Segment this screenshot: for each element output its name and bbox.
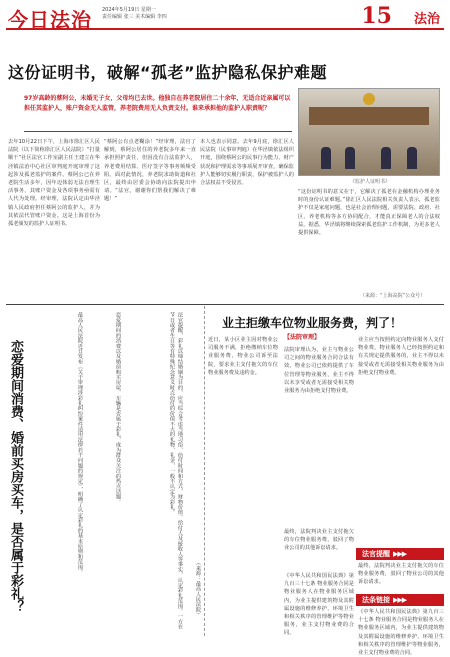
vertical-column: 法官提醒，彩礼以缔结婚姻为目的，应当综合考虑当地习俗、给付时间和方式、财物价值、给付人及接收人等事实，认定彩礼范围。一方在节日或者生日等有特殊纪念意义时点给付的价值不大的礼物、礼金，一般不认定为彩礼。: [169, 312, 183, 630]
article-subhead: 业主拒缴车位物业服务费，判了！: [221, 316, 402, 330]
law-link-banner: [356, 594, 444, 606]
person-figure: [407, 147, 417, 169]
article-column: “蔡阿公有点老糊涂！”经审理，法官了解到，蔡阿公居住的养老院多年来一直承担照护责任，但因没有合法监护人，养老费用结算、医疗签字等事务频频受阻。面对此情况，养老院求助街道和社区，最终由居委会协助向法院提出申请。“法官，谢谢你们帮我们解决了难题！”: [104, 139, 196, 203]
section-label: 法治: [413, 12, 440, 27]
article-column: 近日，某小区业主因对物业公司服务不满，拒绝缴纳车位物业服务费，物业公司诉至法院，要求业主支付拖欠的车位物业服务费及违约金。: [208, 337, 278, 376]
court-emblem-icon: [363, 93, 375, 105]
article-column: 去年10月22日下午，上海市徐汇区人民法院（以下简称徐汇区人民法院）“打量顺干”社区法官工作室副主任王建立在华泾镇法治中心社区审判庭开庭审理了这起涉及孤老监护的案件。蔡阿公已在养老院生活多年，因年迈体弱无法自理生活事务，其账户资金及各项事务亟需有人代为处理。经审理，法院认定由华泾镇人民政府担任蔡阿公的监护人，并为其依法代管账户资金。这是上海首份为孤老颁发的监护人证明书。: [8, 139, 100, 228]
judge-bench: [309, 107, 429, 125]
article-column: 业主应当按照约定向物业服务人支付物业费。物业服务人已经按照约定和有关规定提供服务的，业主不得以未接受或者无需接受相关物业服务为由拒绝支付物业费。: [358, 337, 444, 376]
vertical-source: （来源：最高人民法院）: [195, 560, 201, 618]
legal-citation: 《中华人民共和国民法典》第九百三十七条 物业服务合同是物业服务人在物业服务区域内，为业主提供建筑物及其附属设施的维修养护、环境卫生和相关秩序的管理维护等物业服务，业主支付物业费的合同。: [284, 573, 354, 637]
article-source: （来源：“上海高院”公众号）: [360, 293, 426, 299]
page-number: 15: [361, 3, 392, 29]
article-column: 本人也表示同意。去年9月底，徐汇区人民法院（民事审判庭）在华泾镇依法组织开庭，围绕蔡阿公的民事行为能力、财产状况和护理需求等事项展开审查，确保监护人能够切实履行职责，保护被监护人的合法权益不受侵害。: [200, 139, 294, 187]
vertical-column: 恋爱期间的消费以及婚前购买房屋、车辆是否属于彩礼，成为群众关注的热点话题。: [115, 312, 121, 505]
arrows-icon: ▶▶▶: [393, 550, 407, 558]
lead-divider: [24, 131, 292, 132]
vertical-column: 最高人民法院近日发布《关于审理涉彩礼纠纷案件适用法律若干问题的规定》，明确了认定彩礼的基本原则和范围。: [77, 312, 83, 575]
judge-tip-banner: [356, 548, 444, 560]
issue-meta: 2024年5月19日 星期一 责任编辑 张三 美术编辑 李四: [102, 7, 167, 20]
article-column: 最终，法院判决业主支付拖欠的车位物业服务费，驳回了物业公司的其他诉讼请求。: [358, 563, 444, 586]
photo-caption: 《监护人证明书》: [349, 179, 390, 185]
person-figure: [321, 147, 331, 169]
vertical-headline: 恋爱期间消费、婚前买房买车，是否属于彩礼？: [8, 340, 23, 613]
arrows-icon: ▶▶▶: [393, 596, 407, 604]
article-column: 最终，法院判决业主支付拖欠的车位物业服务费，驳回了物业公司的其他诉讼请求。: [284, 529, 354, 552]
article-column: “这份证明书的意义在于，它解决了孤老在金融机构办理业务时的身份认证难题。”徐汇区人民法院相关负责人表示，孤老监护不仅是家庭问题，也是社会治理问题，需要法院、政府、社区、养老机构等多方协同配合，才能真正保障老人的合法权益。据悉，华泾镇将继续探索孤老监护工作机制，为更多老人提供保障。: [298, 189, 440, 237]
masthead: [6, 4, 444, 30]
courtroom-photo: [298, 88, 440, 176]
person-figure: [381, 147, 391, 169]
article-column: 《中华人民共和国民法典》第九百三十七条 物业服务合同是物业服务人在物业服务区域内，为业主提供建筑物及其附属设施的维修养护、环境卫生和相关秩序的管理维护等物业服务，业主支付物业费的合同。: [358, 609, 444, 657]
judge-tip-label: 法官提醒: [362, 550, 390, 558]
article-column: 法院审理认为，业主与物业公司之间的物业服务合同合法有效，物业公司已依约提供了车位管理等物业服务，业主不得以未享受或者无需接受相关物业服务为由拒绝支付物业费。: [284, 347, 354, 395]
article-lead: 97岁高龄的蔡阿公，未婚无子女，父母均已去世。他独自在养老院居住二十余年，无适合近亲属可以担任其监护人，账户资金无人监管，养老院费用无人负责支付。谁来承担他的监护人职责呢？: [24, 95, 291, 112]
newspaper-logo: 今日法治: [8, 8, 92, 32]
law-link-label: 法条链接: [362, 596, 390, 604]
article-headline: 这份证明书，破解“孤老”监护隐私保护难题: [8, 63, 328, 82]
section-divider: [6, 304, 444, 305]
section-marker: 【法院审理】: [284, 334, 321, 341]
person-figure: [345, 147, 355, 169]
column-divider: [204, 306, 205, 636]
